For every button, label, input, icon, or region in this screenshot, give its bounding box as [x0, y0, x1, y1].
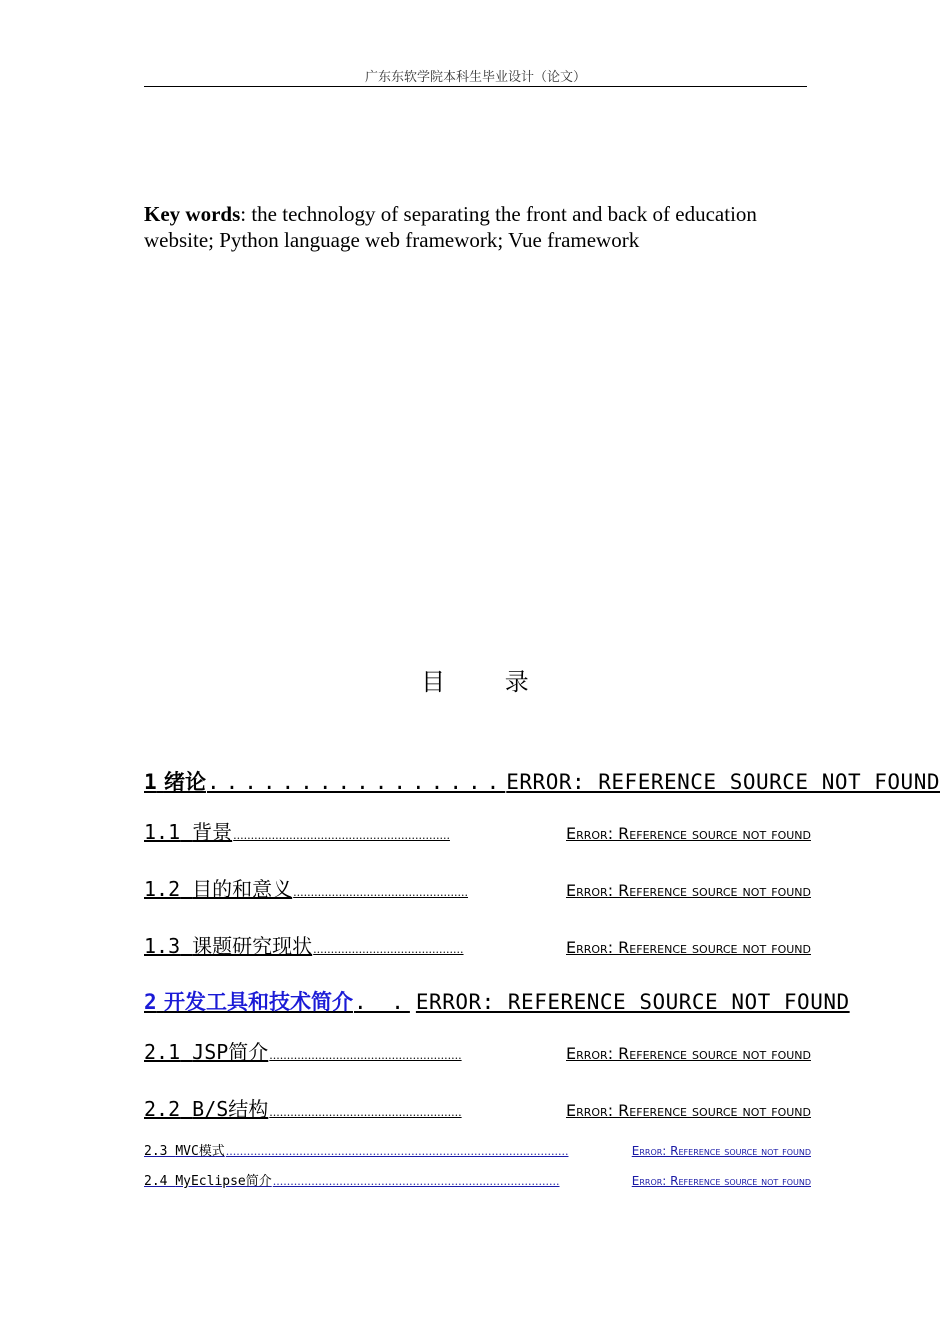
toc-entry-title: MyEclipse简介	[175, 1174, 272, 1189]
toc-entry-title: 课题研究现状	[192, 934, 313, 958]
keywords-paragraph	[144, 201, 814, 253]
toc-entry-label	[144, 766, 206, 796]
toc-entry-label	[144, 986, 353, 1016]
toc-entry-1[interactable]	[144, 766, 940, 796]
toc-page-ref: Error: Reference source not found	[631, 1174, 811, 1188]
toc-leader: ..................................................................................................	[225, 1145, 569, 1158]
toc-page-ref: Error: Reference source not found	[566, 938, 811, 957]
toc-entry-title: 绪论	[163, 770, 206, 794]
toc-leader: .......................................................	[269, 1106, 462, 1119]
toc-entry-number: 1.1	[144, 820, 181, 844]
keywords-text: : the technology of separating the front and back of education website; Python language web framework; Vue framework	[144, 202, 757, 252]
toc-entry-label	[144, 873, 292, 902]
toc-entry-2-2[interactable]	[144, 1093, 811, 1122]
toc-entry-number: 2.4	[144, 1174, 168, 1189]
toc-leader: . .	[353, 990, 410, 1014]
toc-entry-number: 2.3	[144, 1144, 168, 1159]
toc-page-ref: Error: Reference source not found	[566, 824, 811, 843]
toc-entry-number: 1.3	[144, 934, 181, 958]
toc-entry-title: 背景	[192, 820, 233, 844]
toc-page-ref: ERROR: REFERENCE SOURCE NOT FOUND	[415, 990, 850, 1014]
toc-entry-number: 2.2	[144, 1097, 181, 1121]
toc-entry-2-3[interactable]	[144, 1140, 811, 1159]
toc-entry-label	[144, 1140, 225, 1159]
toc-entry-2[interactable]	[144, 986, 850, 1016]
toc-entry-title: MVC模式	[175, 1144, 225, 1159]
toc-page-ref: Error: Reference source not found	[631, 1144, 811, 1158]
toc-entry-title: B/S结构	[192, 1097, 269, 1121]
toc-entry-title: JSP简介	[192, 1040, 269, 1064]
toc-leader: .......................................................	[269, 1049, 462, 1062]
toc-leader: ...........................................	[313, 943, 464, 956]
header-rule	[144, 86, 807, 87]
toc-leader: ..................................................................................	[272, 1175, 560, 1188]
toc-entry-number: 1	[144, 770, 157, 794]
toc-entry-1-3[interactable]	[144, 930, 811, 959]
toc-leader: ..................................................	[293, 886, 469, 899]
toc-entry-label	[144, 816, 232, 845]
toc-entry-2-1[interactable]	[144, 1036, 811, 1065]
toc-leader: ................	[206, 770, 506, 794]
toc-leader: ..............................................................	[233, 829, 450, 842]
toc-entry-label	[144, 1170, 272, 1189]
toc-entry-2-4[interactable]	[144, 1170, 811, 1189]
toc-entry-label	[144, 930, 312, 959]
toc-entry-number: 1.2	[144, 877, 181, 901]
toc-page-ref: Error: Reference source not found	[566, 1044, 811, 1063]
toc-entry-1-2[interactable]	[144, 873, 811, 902]
toc-entry-number: 2.1	[144, 1040, 181, 1064]
toc-page-ref: Error: Reference source not found	[566, 1101, 811, 1120]
page-header: 广东东软学院本科生毕业设计（论文）	[364, 70, 586, 85]
toc-entry-title: 开发工具和技术简介	[163, 990, 353, 1014]
toc-entry-1-1[interactable]	[144, 816, 811, 845]
toc-page-ref: ERROR: REFERENCE SOURCE NOT FOUND	[506, 770, 940, 794]
toc-entry-title: 目的和意义	[192, 877, 293, 901]
toc-entry-label	[144, 1093, 268, 1122]
toc-entry-number: 2	[144, 990, 157, 1014]
toc-entry-label	[144, 1036, 268, 1065]
toc-title: 目 录	[421, 668, 555, 696]
keywords-label: Key words	[144, 202, 241, 226]
toc-page-ref: Error: Reference source not found	[566, 881, 811, 900]
